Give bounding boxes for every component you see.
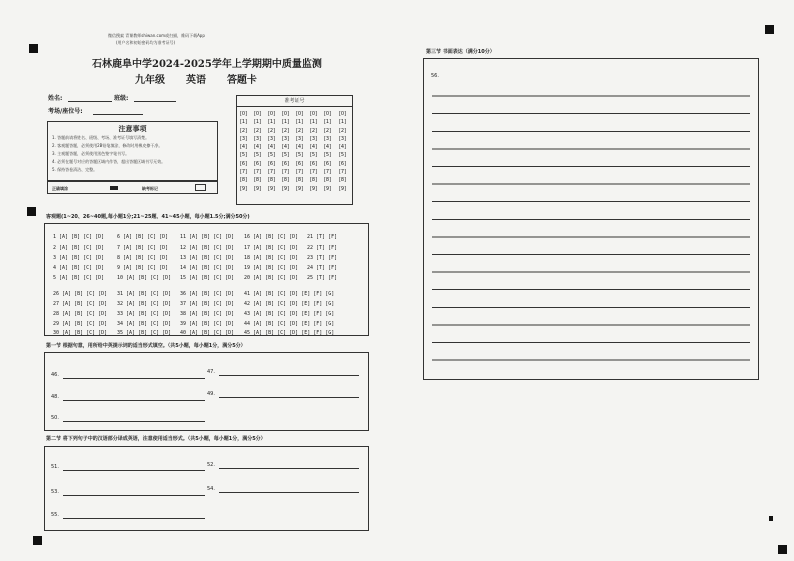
name-label: 姓名:: [48, 95, 63, 102]
objective-row-4[interactable]: 4 [A] [B] [C] [D] 9 [A] [B] [C] [D] 14 [A] [B] [C] [D] 19 [A] [B] [C] [D] 24 [T] [F]: [53, 265, 338, 271]
exam-id-column-4[interactable]: [0] [1] [2] [3] [4] [5] [6] [7] [8] [9]: [281, 111, 290, 192]
notice-item-5: 5. 保持答卷清洁、完整。: [52, 167, 98, 172]
notice-item-1: 1. 答题前请将姓名、班级、考场、准考证号填写清楚。: [52, 135, 150, 140]
notice-title: 注意事项: [118, 125, 147, 133]
notice-box: [47, 121, 218, 181]
registration-mark-top-right: [765, 25, 774, 34]
writing-lines: [432, 79, 750, 361]
subject-label: 英语: [185, 75, 206, 86]
fill-example-row: [47, 181, 218, 194]
q54-number: 54.: [207, 486, 215, 492]
objective-row-7[interactable]: 27 [A] [B] [C] [D] 32 [A] [B] [C] [D] 37 [A] [B] [C] [D] 42 [A] [B] [C] [D] [E] [F] [G]: [53, 301, 335, 307]
class-field[interactable]: [134, 101, 176, 102]
notice-item-2: 2. 客观题答题，必须使用2B铅笔填涂，修改时用橡皮擦干净。: [52, 143, 163, 148]
q47-line[interactable]: [219, 375, 359, 376]
absent-mark-box[interactable]: [195, 184, 206, 191]
section2-title: 第二节 将下列句子中的汉语部分译成英语，注意使用适当形式。（共5小题，每小题1分，满分5分）: [46, 436, 266, 442]
q48-line[interactable]: [63, 400, 205, 401]
exam-id-column-6[interactable]: [0] [1] [2] [3] [4] [5] [6] [7] [8] [9]: [309, 111, 318, 192]
registration-mark-bottom-left: [33, 536, 42, 545]
section3-title: 第三节 书面表达（满分10分）: [426, 49, 495, 55]
notice-item-4: 4. 必须在题号对应的答题区域内作答，超出答题区域书写无效。: [52, 159, 166, 164]
section1-answer-box: [44, 352, 369, 431]
correct-fill-label: 正确填涂: [52, 186, 68, 191]
section1-title: 第一节 根据句意，用所给中英提示词的适当形式填空。（共5小题，每小题1分，满分5分）: [46, 343, 246, 349]
registration-mark-mid-left: [27, 207, 36, 216]
exam-seat-label: 考场/座位号:: [48, 108, 83, 115]
objective-answer-box: [44, 223, 369, 336]
exam-id-column-8[interactable]: [0] [1] [2] [3] [4] [5] [6] [7] [8] [9]: [338, 111, 347, 192]
exam-id-column-7[interactable]: [0] [1] [2] [3] [4] [5] [6] [7] [8] [9]: [323, 111, 332, 192]
registration-mark-top-left: [29, 44, 38, 53]
class-label: 班级:: [114, 95, 129, 102]
q55-line[interactable]: [63, 518, 205, 519]
q50-line[interactable]: [63, 421, 205, 422]
app-note-line1: 微信搜索 青课教师shiwan.com或扫描，维码下载App: [108, 33, 205, 38]
registration-mark-right-small: [769, 516, 773, 521]
name-field[interactable]: [68, 101, 112, 102]
exam-id-column-3[interactable]: [0] [1] [2] [3] [4] [5] [6] [7] [8] [9]: [267, 111, 276, 192]
q53-line[interactable]: [63, 495, 205, 496]
exam-id-column-5[interactable]: [0] [1] [2] [3] [4] [5] [6] [7] [8] [9]: [295, 111, 304, 192]
app-note-line2: (用户名和初始密码均为准考证号): [116, 40, 176, 45]
objective-row-8[interactable]: 28 [A] [B] [C] [D] 33 [A] [B] [C] [D] 38 [A] [B] [C] [D] 43 [A] [B] [C] [D] [E] [F] [G]: [53, 311, 335, 317]
exam-id-column-2[interactable]: [0] [1] [2] [3] [4] [5] [6] [7] [8] [9]: [253, 111, 262, 192]
q52-line[interactable]: [219, 468, 359, 469]
q49-line[interactable]: [219, 397, 359, 398]
objective-row-5[interactable]: 5 [A] [B] [C] [D] 10 [A] [B] [C] [D] 15 [A] [B] [C] [D] 20 [A] [B] [C] [D] 25 [T] [F]: [53, 275, 338, 281]
objective-row-2[interactable]: 2 [A] [B] [C] [D] 7 [A] [B] [C] [D] 12 [A] [B] [C] [D] 17 [A] [B] [C] [D] 22 [T] [F]: [53, 245, 338, 251]
objective-title: 客观题(1~20、26~40题,每小题1分;21~25题、41~45小题，每小题1.5分;满分50分): [46, 214, 250, 220]
absent-mark-label: 缺考标记: [142, 186, 158, 191]
section3-writing-box[interactable]: [423, 58, 759, 380]
objective-row-1[interactable]: 1 [A] [B] [C] [D] 6 [A] [B] [C] [D] 11 [A] [B] [C] [D] 16 [A] [B] [C] [D] 21 [T] [F]: [53, 234, 338, 240]
q49-number: 49.: [207, 391, 215, 397]
subtitle-row: [135, 71, 257, 86]
q53-number: 53.: [51, 489, 59, 495]
objective-row-9[interactable]: 29 [A] [B] [C] [D] 34 [A] [B] [C] [D] 39 [A] [B] [C] [D] 44 [A] [B] [C] [D] [E] [F] [G]: [53, 321, 335, 327]
q55-number: 55.: [51, 512, 59, 518]
q48-number: 48.: [51, 394, 59, 400]
q46-line[interactable]: [63, 378, 205, 379]
card-label: 答题卡: [226, 75, 257, 86]
q50-number: 50.: [51, 415, 59, 421]
grade-label: 九年级: [135, 75, 165, 86]
registration-mark-bottom-right: [778, 545, 787, 554]
exam-id-column-1[interactable]: [0] [1] [2] [3] [4] [5] [6] [7] [8] [9]: [239, 111, 248, 192]
objective-row-10[interactable]: 30 [A] [B] [C] [D] 35 [A] [B] [C] [D] 40 [A] [B] [C] [D] 45 [A] [B] [C] [D] [E] [F] [G]: [53, 330, 335, 336]
q52-number: 52.: [207, 462, 215, 468]
page-title: 石林鹿阜中学2024-2025学年上学期期中质量监测: [92, 59, 322, 70]
q54-line[interactable]: [219, 492, 359, 493]
exam-id-grid: [236, 95, 353, 205]
q51-line[interactable]: [63, 470, 205, 471]
q46-number: 46.: [51, 372, 59, 378]
exam-seat-field[interactable]: [93, 114, 143, 115]
exam-id-title: 准考证号: [284, 98, 305, 104]
q47-number: 47.: [207, 369, 215, 375]
objective-row-3[interactable]: 3 [A] [B] [C] [D] 8 [A] [B] [C] [D] 13 [A] [B] [C] [D] 18 [A] [B] [C] [D] 23 [T] [F]: [53, 255, 338, 261]
objective-row-6[interactable]: 26 [A] [B] [C] [D] 31 [A] [B] [C] [D] 36 [A] [B] [C] [D] 41 [A] [B] [C] [D] [E] [F] [G]: [53, 291, 335, 297]
notice-item-3: 3. 主观题答题，必须使用黑色签字笔书写。: [52, 151, 130, 156]
section2-answer-box: [44, 446, 369, 531]
correct-fill-example: [110, 186, 118, 190]
q51-number: 51.: [51, 464, 59, 470]
q56-number: 56.: [431, 73, 439, 79]
